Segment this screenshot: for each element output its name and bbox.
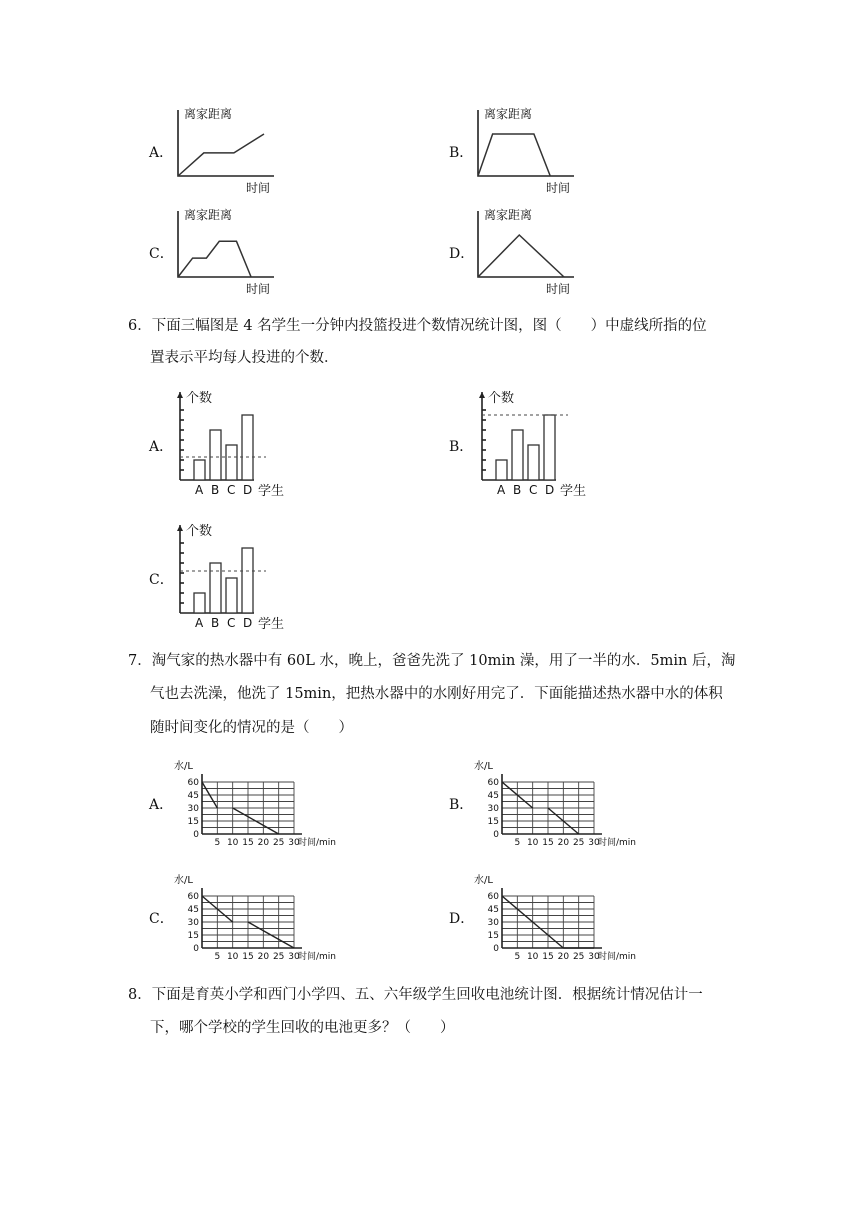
bar-C bbox=[226, 578, 237, 613]
y-axis-arrow bbox=[177, 525, 183, 531]
bar-D bbox=[242, 415, 253, 480]
x-tick-label: 20 bbox=[257, 838, 270, 848]
x-tick-label: 25 bbox=[272, 838, 285, 848]
x-tick-label: 30 bbox=[288, 952, 300, 962]
x-axis-label: 时间 bbox=[546, 282, 571, 296]
x-tick-label: 10 bbox=[226, 952, 239, 962]
y-axis-label: 个数 bbox=[488, 391, 515, 406]
x-tick-label: 5 bbox=[514, 838, 521, 848]
x-tick-label: 25 bbox=[572, 838, 585, 848]
category-label: A bbox=[195, 616, 204, 630]
y-axis-label: 个数 bbox=[186, 524, 213, 539]
distance-time-chart-b bbox=[470, 104, 582, 196]
y-axis-label: 离家距离 bbox=[484, 107, 533, 121]
category-label: C bbox=[227, 483, 236, 497]
y-tick-label: 0 bbox=[493, 944, 499, 954]
distance-line bbox=[178, 241, 251, 277]
bar-B bbox=[210, 430, 221, 480]
category-label: C bbox=[227, 616, 236, 630]
q6-text-line-1: 6．下面三幅图是 4 名学生一分钟内投篮投进个数情况统计图，图（ ）中虚线所指的位 bbox=[128, 318, 707, 334]
x-tick-label: 15 bbox=[242, 952, 254, 962]
q8-text-line-2: 下，哪个学校的学生回收的电池更多？（ ） bbox=[150, 1020, 455, 1036]
y-tick-label: 15 bbox=[487, 931, 499, 941]
x-axis-label: 时间/min bbox=[298, 952, 337, 962]
category-label: D bbox=[243, 616, 253, 630]
x-tick-label: 30 bbox=[588, 838, 600, 848]
y-tick-label: 15 bbox=[187, 931, 199, 941]
bar-C bbox=[528, 445, 539, 480]
y-tick-label: 0 bbox=[193, 830, 199, 840]
distance-line bbox=[478, 235, 564, 277]
y-axis-label: 水/L bbox=[474, 761, 493, 772]
category-label: D bbox=[243, 483, 253, 497]
bar-D bbox=[242, 548, 253, 613]
option-label: A． bbox=[149, 145, 174, 161]
category-label: A bbox=[497, 483, 506, 497]
x-axis-label: 时间/min bbox=[598, 838, 637, 848]
option-label: A． bbox=[149, 797, 174, 813]
y-axis-label: 离家距离 bbox=[484, 208, 533, 222]
option-label: D． bbox=[449, 911, 475, 927]
x-axis-label: 学生 bbox=[560, 484, 587, 499]
x-tick-label: 20 bbox=[257, 952, 270, 962]
distance-time-chart-c bbox=[170, 205, 282, 297]
y-tick-label: 60 bbox=[187, 778, 199, 788]
y-axis-label: 水/L bbox=[174, 761, 193, 772]
option-label: B． bbox=[449, 145, 474, 161]
q6-text-line-2: 置表示平均每人投进的个数． bbox=[150, 350, 339, 366]
x-axis-label: 时间/min bbox=[598, 952, 637, 962]
y-tick-label: 60 bbox=[487, 892, 499, 902]
x-tick-label: 15 bbox=[242, 838, 254, 848]
bar-C bbox=[226, 445, 237, 480]
category-label: B bbox=[513, 483, 522, 497]
x-tick-label: 15 bbox=[542, 952, 554, 962]
y-axis-label: 水/L bbox=[474, 875, 493, 886]
x-axis-label: 时间 bbox=[546, 181, 571, 195]
option-label: C． bbox=[149, 246, 174, 262]
y-tick-label: 60 bbox=[487, 778, 499, 788]
y-axis-label: 水/L bbox=[174, 875, 193, 886]
x-tick-label: 30 bbox=[588, 952, 600, 962]
category-label: D bbox=[545, 483, 555, 497]
option-label: C． bbox=[149, 572, 174, 588]
y-tick-label: 15 bbox=[487, 817, 499, 827]
y-tick-label: 30 bbox=[187, 918, 199, 928]
distance-line bbox=[178, 134, 264, 176]
bar-A bbox=[194, 460, 205, 480]
water-volume-chart-d bbox=[472, 870, 648, 962]
distance-line bbox=[478, 134, 550, 176]
bar-B bbox=[512, 430, 523, 480]
y-axis-arrow bbox=[177, 392, 183, 398]
category-label: A bbox=[195, 483, 204, 497]
basketball-bar-chart-b bbox=[472, 384, 592, 504]
y-tick-label: 30 bbox=[487, 918, 499, 928]
y-tick-label: 30 bbox=[487, 804, 499, 814]
y-tick-label: 0 bbox=[493, 830, 499, 840]
y-axis-label: 个数 bbox=[186, 391, 213, 406]
x-tick-label: 10 bbox=[226, 838, 239, 848]
x-axis-label: 时间/min bbox=[298, 838, 337, 848]
option-label: B． bbox=[449, 439, 474, 455]
distance-time-chart-a bbox=[170, 104, 282, 196]
y-tick-label: 30 bbox=[187, 804, 199, 814]
q7-text-line-3: 随时间变化的情况的是（ ） bbox=[150, 720, 353, 736]
y-tick-label: 45 bbox=[187, 791, 199, 801]
x-axis-label: 学生 bbox=[258, 484, 285, 499]
y-axis-label: 离家距离 bbox=[184, 107, 233, 121]
distance-time-chart-d bbox=[470, 205, 582, 297]
water-volume-chart-c bbox=[172, 870, 348, 962]
q7-text-line-1: 7．淘气家的热水器中有 60L 水，晚上，爸爸先洗了 10min 澡，用了一半的水．5min 后，淘 bbox=[128, 653, 736, 669]
y-tick-label: 45 bbox=[487, 905, 499, 915]
bar-A bbox=[496, 460, 507, 480]
y-axis-arrow bbox=[479, 392, 485, 398]
basketball-bar-chart-c bbox=[170, 517, 290, 637]
bar-A bbox=[194, 593, 205, 613]
y-tick-label: 60 bbox=[187, 892, 199, 902]
y-tick-label: 45 bbox=[187, 905, 199, 915]
x-tick-label: 15 bbox=[542, 838, 554, 848]
water-volume-chart-a bbox=[172, 756, 348, 848]
y-tick-label: 45 bbox=[487, 791, 499, 801]
basketball-bar-chart-a bbox=[170, 384, 290, 504]
x-axis-label: 学生 bbox=[258, 617, 285, 632]
x-tick-label: 5 bbox=[214, 952, 221, 962]
option-label: D． bbox=[449, 246, 475, 262]
water-volume-chart-b bbox=[472, 756, 648, 848]
x-tick-label: 30 bbox=[288, 838, 300, 848]
x-axis-label: 时间 bbox=[246, 181, 271, 195]
bar-D bbox=[544, 415, 555, 480]
x-tick-label: 20 bbox=[557, 838, 570, 848]
x-tick-label: 10 bbox=[526, 838, 539, 848]
x-tick-label: 25 bbox=[572, 952, 585, 962]
x-tick-label: 10 bbox=[526, 952, 539, 962]
option-label: C． bbox=[149, 911, 174, 927]
x-tick-label: 5 bbox=[514, 952, 521, 962]
y-axis-label: 离家距离 bbox=[184, 208, 233, 222]
x-tick-label: 5 bbox=[214, 838, 221, 848]
category-label: B bbox=[211, 616, 220, 630]
q8-text-line-1: 8．下面是育英小学和西门小学四、五、六年级学生回收电池统计图．根据统计情况估计一 bbox=[128, 987, 703, 1003]
x-tick-label: 20 bbox=[557, 952, 570, 962]
option-label: A． bbox=[149, 439, 174, 455]
x-tick-label: 25 bbox=[272, 952, 285, 962]
option-label: B． bbox=[449, 797, 474, 813]
y-tick-label: 15 bbox=[187, 817, 199, 827]
category-label: C bbox=[529, 483, 538, 497]
y-tick-label: 0 bbox=[193, 944, 199, 954]
category-label: B bbox=[211, 483, 220, 497]
q7-text-line-2: 气也去洗澡，他洗了 15min，把热水器中的水刚好用完了．下面能描述热水器中水的体积 bbox=[150, 686, 723, 702]
x-axis-label: 时间 bbox=[246, 282, 271, 296]
